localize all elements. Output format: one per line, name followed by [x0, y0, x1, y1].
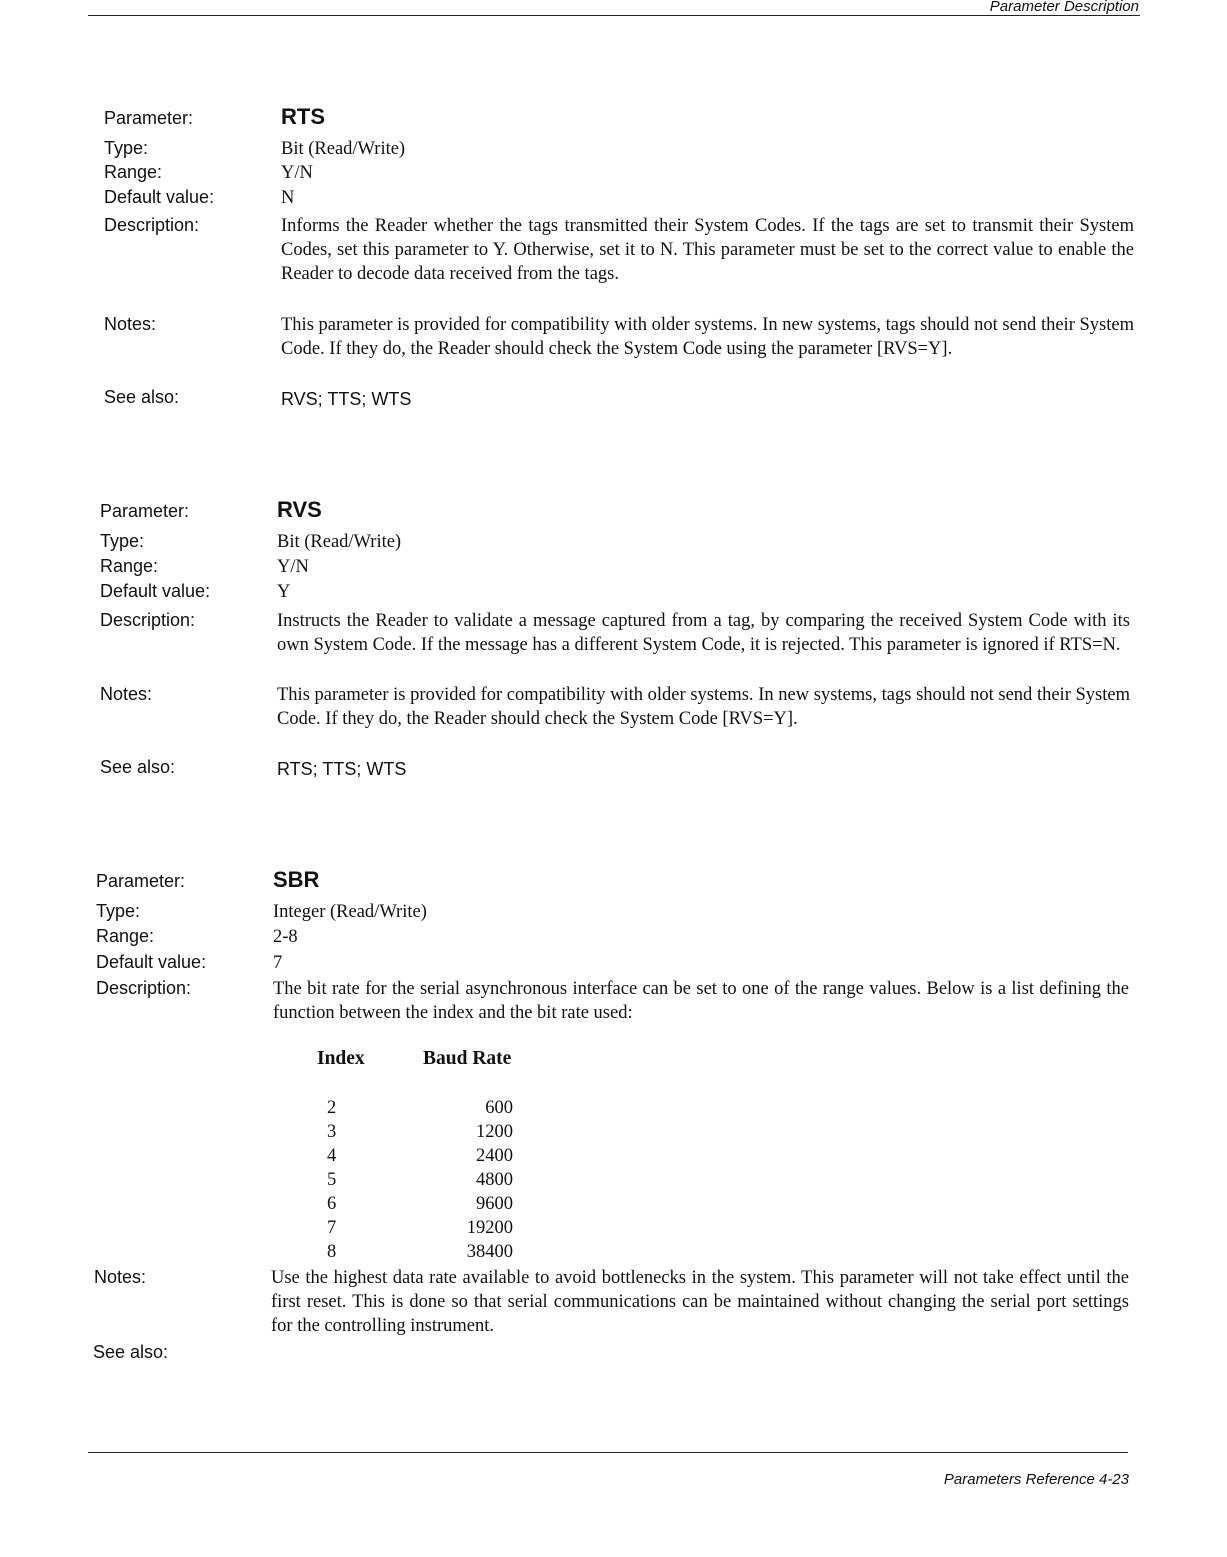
label-description: Description:	[100, 610, 196, 630]
index-cell: 5	[327, 1170, 337, 1190]
label-range: Range:	[104, 162, 163, 182]
table-row	[315, 1098, 535, 1122]
label-range: Range:	[96, 926, 155, 946]
type-value: Bit (Read/Write)	[277, 532, 402, 552]
label-type: Type:	[104, 138, 149, 158]
label-notes: Notes:	[94, 1267, 147, 1287]
label-default: Default value:	[104, 187, 215, 207]
table-row	[315, 1146, 535, 1170]
label-description: Description:	[96, 978, 192, 998]
type-value: Integer (Read/Write)	[273, 902, 427, 922]
label-type: Type:	[96, 901, 141, 921]
header-rule	[88, 15, 1140, 16]
baud-cell: 1200	[476, 1122, 513, 1142]
label-see-also: See also:	[104, 387, 180, 407]
param-name: SBR	[273, 867, 320, 892]
label-default: Default value:	[100, 581, 211, 601]
table-row	[315, 1242, 535, 1266]
label-range: Range:	[100, 556, 159, 576]
label-see-also: See also:	[93, 1342, 169, 1362]
notes-text: This parameter is provided for compatibility with older systems. In new systems, tags should not send their System Code. If they do, the Reader should check the System Code using the parameter [RVS=Y].	[281, 315, 1134, 359]
range-value: 2-8	[273, 927, 298, 947]
type-value: Bit (Read/Write)	[281, 139, 406, 159]
index-cell: 4	[327, 1146, 337, 1166]
see-also-value: RTS; TTS; WTS	[277, 759, 407, 779]
baud-cell: 38400	[466, 1242, 513, 1262]
notes-text: This parameter is provided for compatibility with older systems. In new systems, tags should not send their System Code. If they do, the Reader should check the System Code [RVS=Y].	[277, 685, 1130, 729]
header-baud-rate: Baud Rate	[423, 1048, 512, 1069]
range-value: Y/N	[277, 557, 309, 577]
label-parameter: Parameter:	[96, 871, 186, 891]
page-reference: Parameters Reference 4-23	[943, 1471, 1129, 1488]
header-index: Index	[317, 1048, 365, 1069]
baud-cell: 2400	[476, 1146, 513, 1166]
table-row	[315, 1218, 535, 1242]
label-type: Type:	[100, 531, 145, 551]
description-text: Instructs the Reader to validate a message captured from a tag, by comparing the received System Code with its own System Code. If the message has a different System Code, it is rejected. This parameter is ignored if RTS=N.	[277, 611, 1130, 655]
baud-cell: 600	[485, 1098, 513, 1118]
label-notes: Notes:	[100, 684, 153, 704]
baud-cell: 4800	[476, 1170, 513, 1190]
index-cell: 2	[327, 1098, 337, 1118]
index-cell: 7	[327, 1218, 337, 1238]
see-also-value: RVS; TTS; WTS	[281, 389, 412, 409]
index-cell: 8	[327, 1242, 337, 1262]
table-row	[315, 1194, 535, 1218]
index-cell: 3	[327, 1122, 337, 1142]
baud-cell: 9600	[476, 1194, 513, 1214]
description-text: The bit rate for the serial asynchronous interface can be set to one of the range values. Below is a list defining the function between the index and the bit rate used:	[273, 979, 1129, 1023]
label-see-also: See also:	[100, 757, 176, 777]
label-description: Description:	[104, 215, 200, 235]
param-name: RVS	[277, 497, 322, 522]
param-name: RTS	[281, 104, 325, 129]
label-notes: Notes:	[104, 314, 157, 334]
label-parameter: Parameter:	[100, 501, 190, 521]
default-value: 7	[273, 953, 283, 973]
baud-cell: 19200	[466, 1218, 513, 1238]
default-value: Y	[277, 582, 291, 602]
notes-text: Use the highest data rate available to avoid bottlenecks in the system. This parameter will not take effect until the first reset. This is done so that serial communications can be maintained without changing the serial port settings for the controlling instrument.	[271, 1268, 1129, 1336]
label-default: Default value:	[96, 952, 207, 972]
table-row	[315, 1170, 535, 1194]
footer-rule	[88, 1452, 1128, 1453]
index-cell: 6	[327, 1194, 337, 1214]
label-parameter: Parameter:	[104, 108, 194, 128]
range-value: Y/N	[281, 163, 313, 183]
description-text: Informs the Reader whether the tags transmitted their System Codes. If the tags are set to transmit their System Codes, set this parameter to Y. Otherwise, set it to N. This parameter must be set to the correct value to enable the Reader to decode data received from the tags.	[281, 216, 1134, 284]
running-header: Parameter Description	[989, 0, 1139, 15]
table-row	[315, 1122, 535, 1146]
default-value: N	[281, 188, 295, 208]
baud-table-body	[315, 1098, 535, 1266]
